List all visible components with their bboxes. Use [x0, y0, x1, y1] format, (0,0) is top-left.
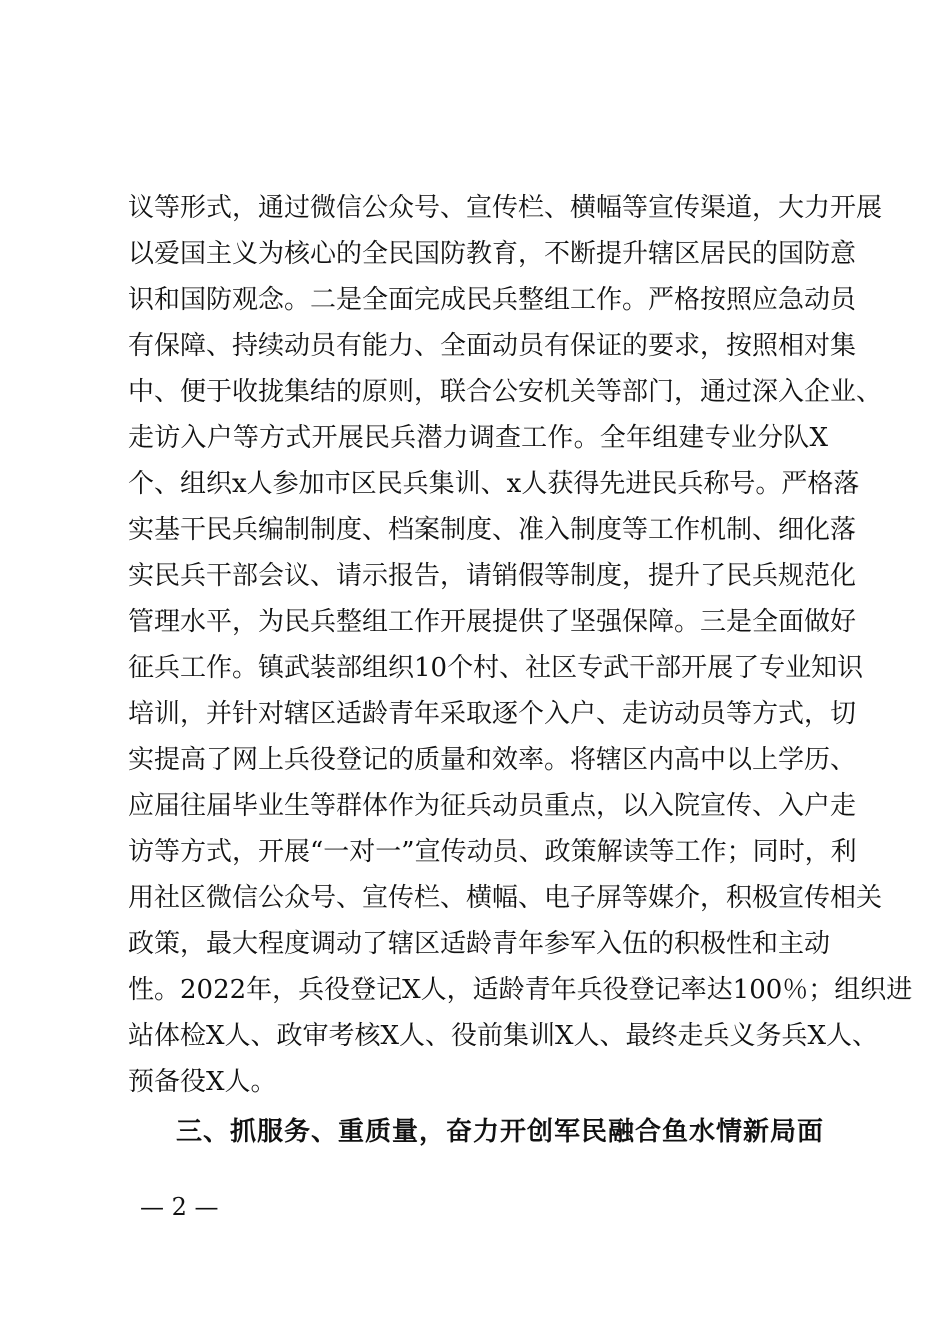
paragraph-line-7: 个、组织x人参加市区民兵集训、x人获得先进民兵称号。严格落 — [128, 469, 860, 499]
paragraph-line-4: 有保障、持续动员有能力、全面动员有保证的要求，按照相对集 — [128, 331, 857, 361]
paragraph-line-13: 实提高了网上兵役登记的质量和效率。将辖区内高中以上学历、 — [128, 745, 857, 775]
paragraph-line-6: 走访入户等方式开展民兵潜力调查工作。全年组建专业分队X — [128, 423, 828, 453]
paragraph-line-17: 政策，最大程度调动了辖区适龄青年参军入伍的积极性和主动 — [128, 929, 831, 959]
paragraph-line-1: 议等形式，通过微信公众号、宣传栏、横幅等宣传渠道，大力开展 — [128, 193, 883, 223]
paragraph-line-19: 站体检X人、政审考核X人、役前集训X人、最终走兵义务兵X人、 — [128, 1021, 879, 1051]
paragraph-line-9: 实民兵干部会议、请示报告，请销假等制度，提升了民兵规范化 — [128, 561, 857, 591]
paragraph-line-18: 性。2022年，兵役登记X人，适龄青年兵役登记率达100％；组织进 — [128, 975, 913, 1005]
paragraph-line-3: 识和国防观念。二是全面完成民兵整组工作。严格按照应急动员 — [128, 285, 857, 315]
paragraph-line-11: 征兵工作。镇武装部组织10个村、社区专武干部开展了专业知识 — [128, 653, 864, 683]
paragraph-line-16: 用社区微信公众号、宣传栏、横幅、电子屏等媒介，积极宣传相关 — [128, 883, 883, 913]
page-number: — 2 — — [140, 1193, 219, 1221]
paragraph-line-10: 管理水平，为民兵整组工作开展提供了坚强保障。三是全面做好 — [128, 607, 857, 637]
paragraph-line-15: 访等方式，开展“一对一”宣传动员、政策解读等工作；同时，利 — [128, 837, 857, 867]
paragraph-line-20: 预备役X人。 — [128, 1067, 277, 1097]
paragraph-line-12: 培训，并针对辖区适龄青年采取逐个入户、走访动员等方式，切 — [128, 699, 857, 729]
paragraph-line-14: 应届往届毕业生等群体作为征兵动员重点，以入院宣传、入户走 — [128, 791, 857, 821]
paragraph-line-5: 中、便于收拢集结的原则，联合公安机关等部门，通过深入企业、 — [128, 377, 883, 407]
section-heading: 三、抓服务、重质量，奋力开创军民融合鱼水情新局面 — [176, 1117, 825, 1147]
paragraph-line-8: 实基干民兵编制制度、档案制度、准入制度等工作机制、细化落 — [128, 515, 857, 545]
paragraph-line-2: 以爱国主义为核心的全民国防教育，不断提升辖区居民的国防意 — [128, 239, 857, 269]
